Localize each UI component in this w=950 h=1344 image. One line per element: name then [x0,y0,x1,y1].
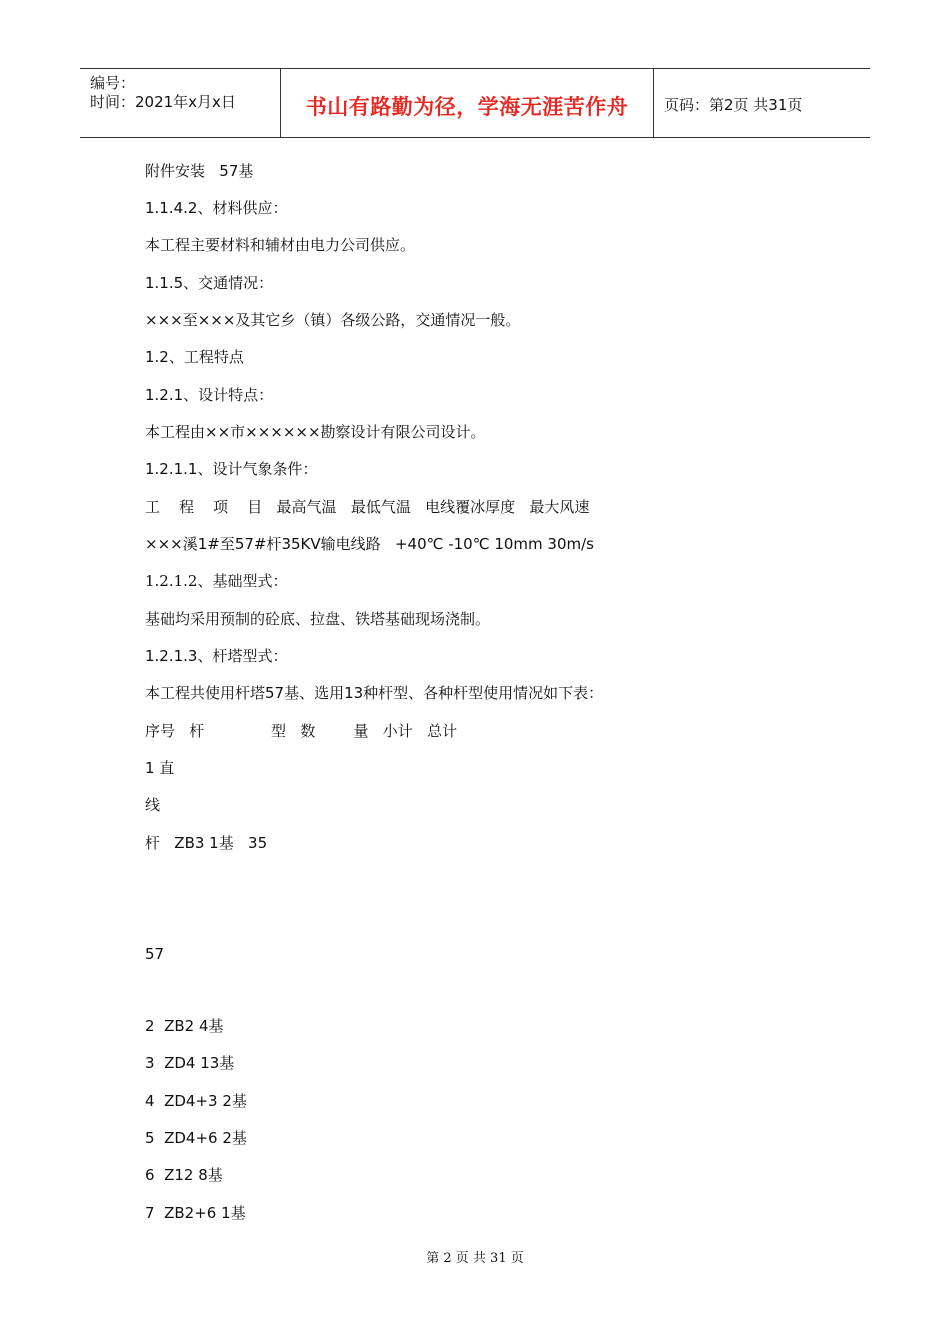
table-header-row: 工 程 项 目 最高气温 最低气温 电线覆冰厚度 最大风速 [145,498,590,516]
header-motto-cell [281,69,654,137]
section-heading: 1.2.1、设计特点： [145,386,274,404]
section-heading: 1.1.4.2、材料供应： [145,199,288,217]
section-heading: 1.2、工程特点 [145,348,244,366]
table-row: 7 ZB2+6 1基 [145,1204,246,1222]
page-header [80,68,870,138]
table-row: 1 直 [145,759,175,777]
text-line: ×××至×××及其它乡（镇）各级公路，交通情况一般。 [145,311,521,329]
table-row: 杆 ZB3 1基 35 [145,834,268,852]
table-header-row: 序号 杆 型 数 量 小计 总计 [145,722,458,740]
table-row: 3 ZD4 13基 [145,1054,235,1072]
code-label: 编号： [90,74,136,92]
section-heading: 1.1.5、交通情况： [145,274,274,292]
text-line: 附件安装 57基 [145,162,254,180]
table-row: 4 ZD4+3 2基 [145,1092,247,1110]
motto: 书山有路勤为径，学海无涯苦作舟 [305,95,629,119]
time-label: 时间：2021年x月x日 [90,93,236,111]
header-page-cell [654,69,870,137]
section-heading: 1.2.1.2、基础型式： [145,572,288,590]
text-line: 基础均采用预制的砼底、拉盘、铁塔基础现场浇制。 [145,610,491,628]
text-line: 本工程共使用杆塔57基、选用13种杆型、各种杆型使用情况如下表： [145,684,604,702]
table-row: 线 [145,796,161,814]
table-row: 5 ZD4+6 2基 [145,1129,247,1147]
text-line: 本工程由××市××××××勘察设计有限公司设计。 [145,423,486,441]
table-row: 6 Z12 8基 [145,1166,223,1184]
text-line: 本工程主要材料和辅材由电力公司供应。 [145,236,416,254]
page-info: 页码：第2页 共31页 [664,96,803,114]
table-row: 57 [145,945,165,963]
table-row: 2 ZB2 4基 [145,1017,224,1035]
header-meta-cell [80,69,281,137]
section-heading: 1.2.1.1、设计气象条件： [145,460,318,478]
page-footer: 第 2 页 共 31 页 [426,1251,524,1266]
table-row: ×××溪1#至57#杆35KV输电线路 +40℃ -10℃ 10mm 30m/s [145,535,594,553]
section-heading: 1.2.1.3、杆塔型式： [145,647,288,665]
